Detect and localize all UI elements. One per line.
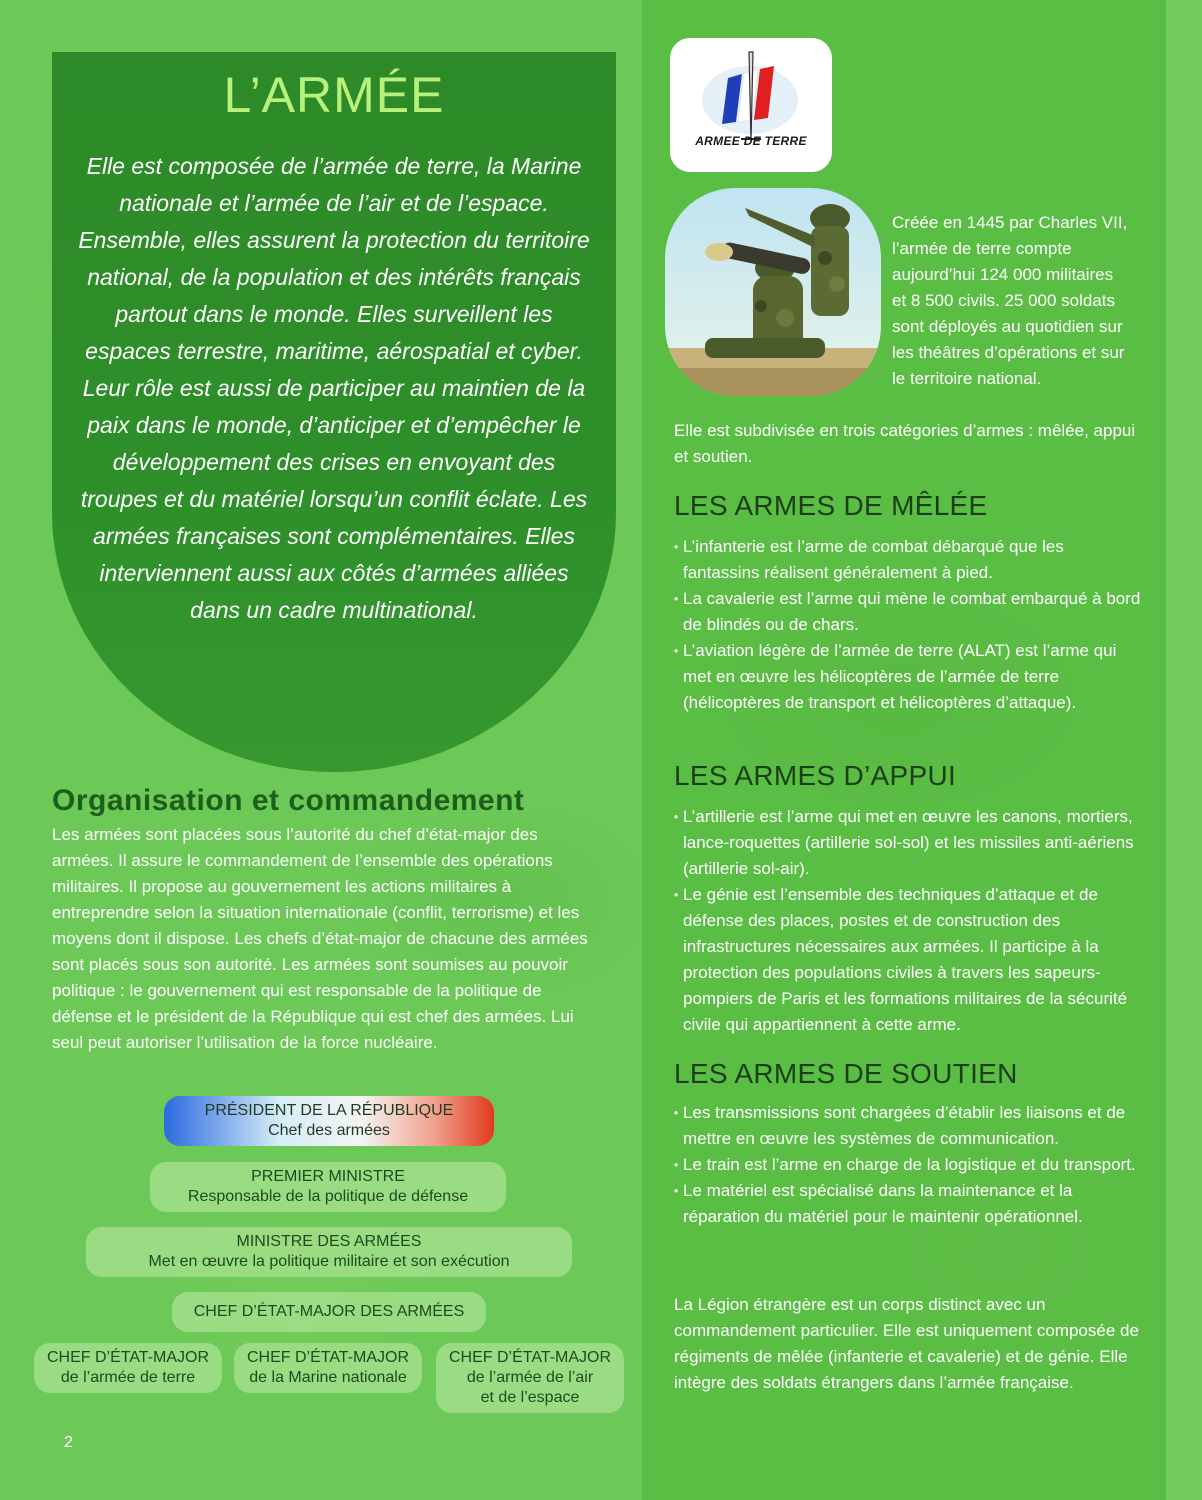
org-box-subtitle: Met en œuvre la politique militaire et son exécution [148, 1253, 510, 1270]
page-edge [1166, 0, 1202, 1500]
org-box-title: MINISTRE DES ARMÉES [236, 1233, 422, 1250]
flag-sword-icon [670, 38, 832, 172]
org-box-subtitle: de l’armée de l’air [466, 1369, 594, 1386]
logo-text: ARMEE DE TERRE [695, 134, 807, 148]
list-item: • Les transmissions sont chargées d’établir les liaisons et de mettre en œuvre les systèmes de communication. [674, 1100, 1144, 1152]
org-box-subtitle: Responsable de la politique de défense [187, 1188, 469, 1205]
land-army-intro: Créée en 1445 par Charles VII, l’armée de terre compte aujourd’hui 124 000 militaires et 8 500 civils. 25 000 soldats sont déployés au quotidien sur les théâtres d’opérations et sur le territoire national. [892, 213, 1128, 388]
list-item: • Le génie est l’ensemble des techniques d’attaque et de défense des places, postes et de construction des infrastructures nécessaires aux armées. Il participe à la protection des populations civiles à travers les sapeurs-pompiers de Paris et les formations militaires de la sécurité civile qui appartiennent à cette arme. [674, 882, 1144, 1038]
list-item: • Le train est l’arme en charge de la logistique et du transport. [674, 1152, 1144, 1178]
org-box-navy-chief [234, 1343, 422, 1393]
org-box-title: PRÉSIDENT DE LA RÉPUBLIQUE [204, 1102, 454, 1119]
appui-list [674, 804, 1144, 1038]
org-box-armed-forces-minister [86, 1227, 572, 1277]
land-army-categories: Elle est subdivisée en trois catégories d’armes : mêlée, appui et soutien. [674, 421, 1136, 466]
page-title: L’ARMÉE [223, 67, 445, 123]
org-box-title: CHEF D’ÉTAT-MAJOR [448, 1349, 612, 1366]
section-title-melee: LES ARMES DE MÊLÉE [674, 490, 988, 521]
org-box-prime-minister [150, 1162, 506, 1212]
org-box-subtitle: Chef des armées [268, 1122, 390, 1139]
org-box-army-chief [34, 1343, 222, 1393]
org-box-title: PREMIER MINISTRE [251, 1168, 405, 1185]
org-box-title: CHEF D’ÉTAT-MAJOR [46, 1349, 210, 1366]
org-box-subtitle: de la Marine nationale [249, 1369, 407, 1386]
list-item: • L’infanterie est l’arme de combat débarqué que les fantassins réalisent généralement à pied. [674, 534, 1144, 586]
list-item: • L’aviation légère de l’armée de terre (ALAT) est l’arme qui met en œuvre les hélicoptères de l’armée de terre (hélicoptères de transport et hélicoptères d’attaque). [674, 638, 1144, 716]
melee-list [674, 534, 1144, 716]
list-item: • La cavalerie est l’arme qui mène le combat embarqué à bord de blindés ou de chars. [674, 586, 1144, 638]
soldier-illustration [665, 188, 881, 396]
org-box-title: CHEF D’ÉTAT-MAJOR [246, 1349, 410, 1366]
list-item: • Le matériel est spécialisé dans la maintenance et la réparation du matériel pour le maintenir opérationnel. [674, 1178, 1144, 1230]
army-intro: Elle est composée de l’armée de terre, la Marine nationale et l’armée de l’air et de l’espace. Ensemble, elles assurent la protection du territoire national, de la population et des intérêts français partout dans le monde. Elles surveillent les espaces terrestre, maritime, aérospatial et cyber. Leur rôle est aussi de participer au maintien de la paix dans le monde, d’anticiper et d’empêcher le développement des crises en envoyant des troupes et du matériel lorsqu’un conflit éclate. Les armées françaises sont complémentaires. Elles interviennent aussi aux côtés d’armées alliées dans un cadre multinational. [78, 153, 590, 623]
org-box-title: CHEF D’ÉTAT-MAJOR DES ARMÉES [193, 1303, 465, 1320]
army-logo [670, 38, 832, 172]
org-box-subtitle: de l’armée de terre [60, 1369, 196, 1386]
legion-text: La Légion étrangère est un corps distinct avec un commandement particulier. Elle est uniquement composée de régiments de mêlée (infanterie et cavalerie) et de génie. Elle intègre des soldats étrangers dans l’armée française. [674, 1295, 1139, 1392]
organisation-text: Les armées sont placées sous l’autorité du chef d’état-major des armées. Il assure le commandement de l’ensemble des opérations militaires. Il propose au gouvernement les actions militaires à entreprendre selon la situation internationale (conflit, terrorisme) et les moyens dont il dispose. Les chefs d’état-major de chacune des armées sont placés sous son autorité. Les armées sont soumises au pouvoir politique : le gouvernement qui est responsable de la politique de défense et le président de la République qui est chef des armées. Lui seul peut autoriser l’utilisation de la force nucléaire. [52, 825, 588, 1052]
section-title-soutien: LES ARMES DE SOUTIEN [674, 1058, 1018, 1089]
org-box-subtitle-2: et de l’espace [480, 1389, 580, 1406]
list-item: • L’artillerie est l’arme qui met en œuvre les canons, mortiers, lance-roquettes (artillerie sol-sol) et les missiles anti-aériens (artillerie sol-air). [674, 804, 1144, 882]
soutien-list [674, 1100, 1144, 1230]
page-number: 2 [64, 1434, 73, 1451]
soldiers-image [665, 188, 881, 396]
section-title-appui: LES ARMES D’APPUI [674, 760, 957, 791]
organisation-title: Organisation et commandement [52, 784, 525, 817]
org-box-chief-of-staff [172, 1292, 486, 1332]
org-box-president [164, 1096, 494, 1146]
org-box-air-chief [436, 1343, 624, 1413]
